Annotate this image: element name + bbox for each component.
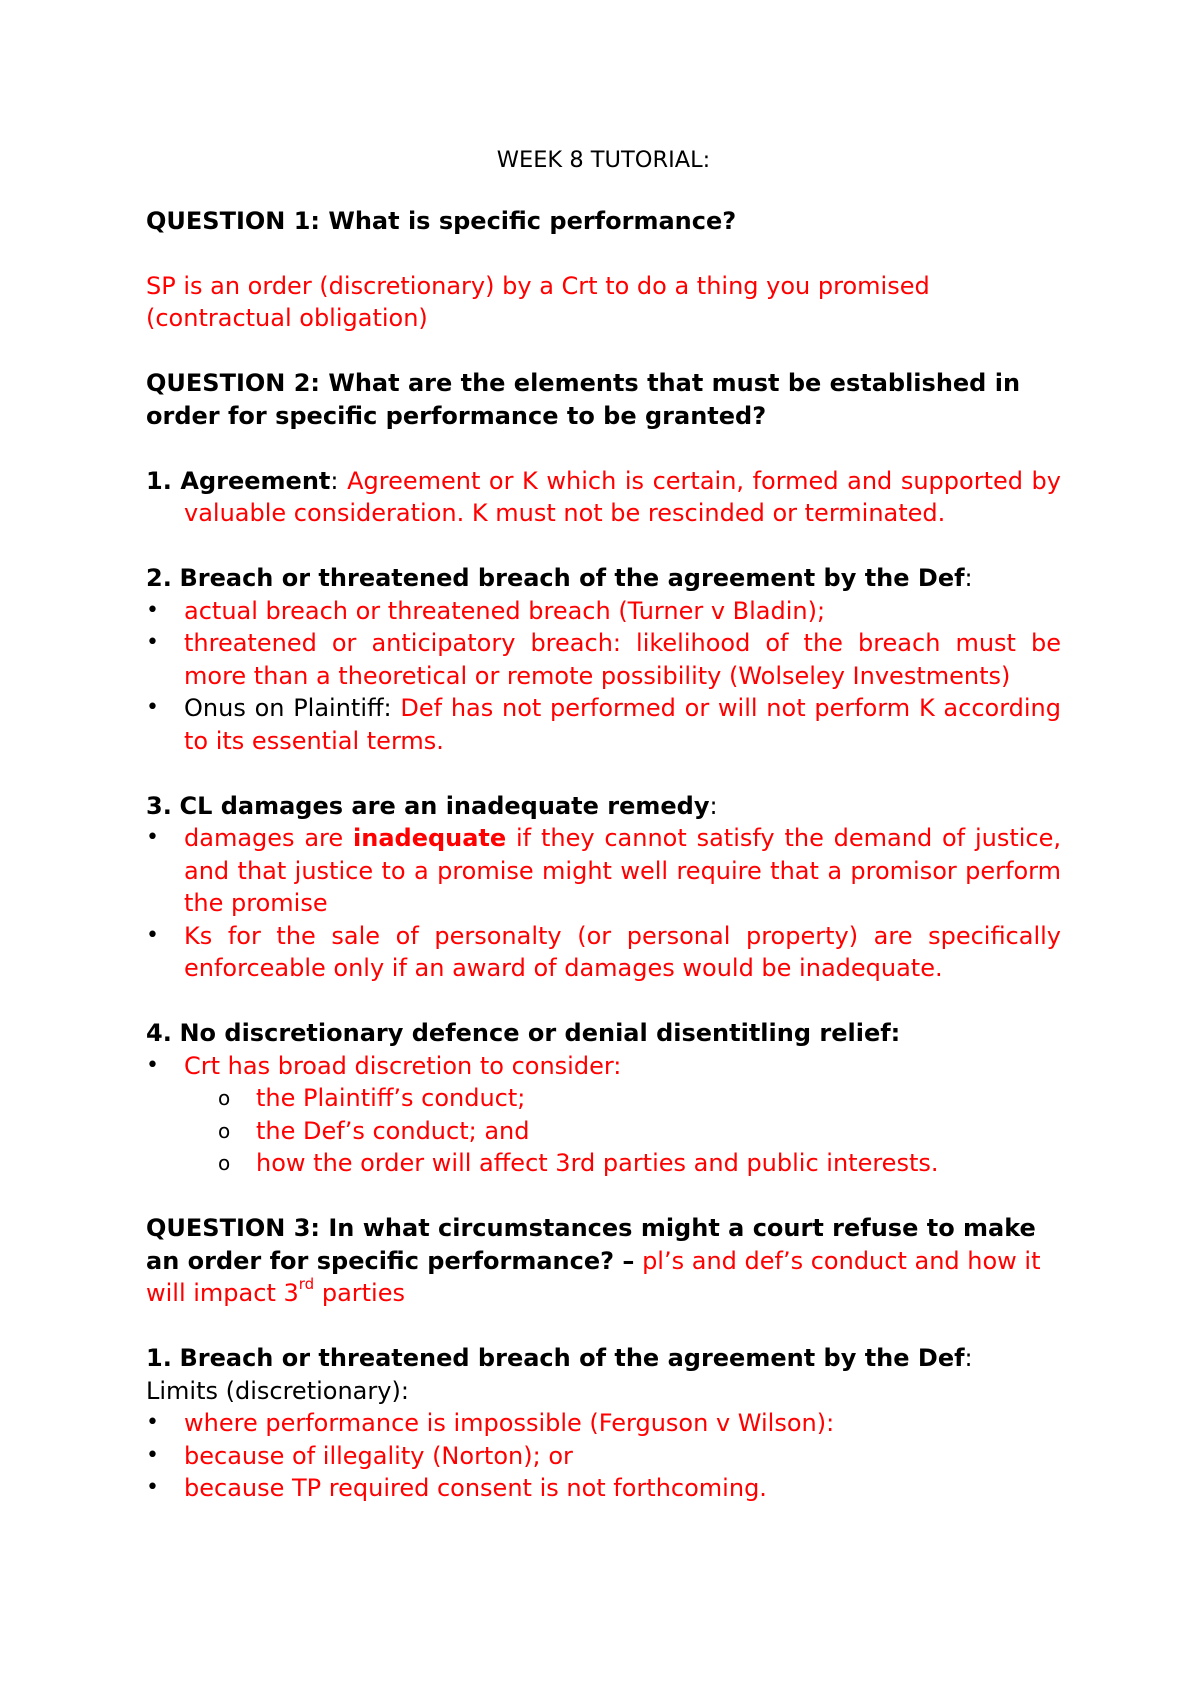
question-1-text: : What is specific performance? xyxy=(310,206,737,235)
document-body xyxy=(146,144,1061,1505)
element-2-bullet-3-lead: Onus on Plaintiff: xyxy=(184,694,401,722)
question-3-answer-text: pl’s and def’s conduct and how it will impact 3 xyxy=(146,1246,1041,1307)
q3-bullet-2: because of illegality (Norton); or xyxy=(184,1441,573,1470)
sub-list-item xyxy=(146,1115,1061,1148)
element-3-bullet-1-post: if they cannot satisfy the demand of justice, and that justice to a promise might well require that a promisor perform the promise xyxy=(184,824,1062,917)
list-item xyxy=(146,1407,1061,1440)
question-3-answer-end: parties xyxy=(314,1279,405,1307)
q3-element-1 xyxy=(146,1342,1061,1375)
element-3-bullet-2: Ks for the sale of personalty (or personal property) are specifically enforceable only if an award of damages would be inadequate. xyxy=(184,921,1061,982)
element-3 xyxy=(146,790,1061,823)
question-1 xyxy=(146,205,1061,238)
element-2-bullet-2: threatened or anticipatory breach: likelihood of the breach must be more than a theoretical or remote possibility (Wolseley Investments) xyxy=(184,629,1061,690)
element-2-bullet-3-text: Def has not performed or will not perform K according to its essential terms. xyxy=(184,694,1061,755)
question-1-label: QUESTION 1 xyxy=(146,206,311,235)
element-4-heading: No discretionary defence or denial disentitling relief: xyxy=(179,1019,901,1047)
element-4-sub-2: the Def’s conduct; and xyxy=(256,1116,530,1145)
sub-list-item xyxy=(146,1082,1061,1115)
element-1 xyxy=(146,465,1061,530)
element-1-heading: Agreement xyxy=(180,466,331,495)
element-2-colon: : xyxy=(964,564,973,592)
element-2 xyxy=(146,562,1061,595)
element-4-number: 4. xyxy=(146,1019,172,1047)
bullet-icon: • xyxy=(146,695,159,720)
element-2-number: 2. xyxy=(146,564,172,592)
circle-bullet-icon: o xyxy=(218,1086,231,1110)
question-3-label: QUESTION 3: In what circumstances might a court refuse to make an order for specific performance? – xyxy=(146,1214,1036,1275)
element-2-bullet-1: actual breach or threatened breach (Turner v Bladin); xyxy=(184,596,826,625)
bullet-icon: • xyxy=(146,1052,159,1078)
list-item xyxy=(146,627,1061,692)
list-item xyxy=(146,1440,1061,1473)
element-1-text: Agreement or K which is certain, formed and supported by valuable consideration. K must not be rescinded or terminated. xyxy=(184,466,1061,527)
sub-list-item xyxy=(146,1147,1061,1180)
bullet-icon: • xyxy=(146,1442,159,1468)
circle-bullet-icon: o xyxy=(218,1151,231,1175)
element-3-bullet-1-emphasis: inadequate xyxy=(353,824,507,852)
element-2-heading: Breach or threatened breach of the agreement by the Def xyxy=(179,564,965,592)
element-4-bullet-1: Crt has broad discretion to consider: xyxy=(184,1051,622,1080)
question-3 xyxy=(146,1212,1061,1310)
element-4 xyxy=(146,1017,1061,1050)
question-2-label: QUESTION 2: What are the elements that must be established in order for specific performance to be granted? xyxy=(146,369,1021,430)
bullet-icon: • xyxy=(146,630,159,655)
element-3-colon: : xyxy=(709,791,718,820)
element-4-sub-3: how the order will affect 3rd parties and public interests. xyxy=(256,1149,939,1177)
list-item xyxy=(146,1472,1061,1505)
bullet-icon: • xyxy=(146,1410,159,1435)
list-item xyxy=(146,692,1061,757)
element-4-sub-1: the Plaintiff’s conduct; xyxy=(256,1084,526,1112)
element-1-colon: : xyxy=(330,466,339,495)
q3-element-1-number: 1. xyxy=(146,1344,172,1372)
bullet-icon: • xyxy=(146,825,159,850)
q3-element-1-colon: : xyxy=(964,1344,973,1372)
bullet-icon: • xyxy=(146,922,159,948)
bullet-icon: • xyxy=(146,597,159,623)
q3-limits-label: Limits (discretionary): xyxy=(146,1376,409,1405)
element-1-number: 1. xyxy=(146,466,172,495)
list-item xyxy=(146,1050,1061,1083)
list-item xyxy=(146,595,1061,628)
bullet-icon: • xyxy=(146,1475,159,1500)
q3-bullet-1: where performance is impossible (Ferguson v Wilson): xyxy=(184,1409,835,1437)
element-3-heading: CL damages are an inadequate remedy xyxy=(179,791,710,820)
list-item xyxy=(146,920,1061,985)
element-3-number: 3. xyxy=(146,791,172,820)
circle-bullet-icon: o xyxy=(218,1118,231,1143)
q3-bullet-3: because TP required consent is not forthcoming. xyxy=(184,1474,767,1502)
q3-element-1-heading: Breach or threatened breach of the agreement by the Def xyxy=(179,1344,965,1372)
question-3-answer-superscript: rd xyxy=(298,1275,315,1293)
question-2 xyxy=(146,367,1061,432)
page-title: WEEK 8 TUTORIAL: xyxy=(496,147,711,173)
element-3-bullet-1-pre: damages are xyxy=(184,824,353,852)
question-1-answer: SP is an order (discretionary) by a Crt to do a thing you promised (contractual obligation) xyxy=(146,271,930,332)
list-item xyxy=(146,822,1061,920)
